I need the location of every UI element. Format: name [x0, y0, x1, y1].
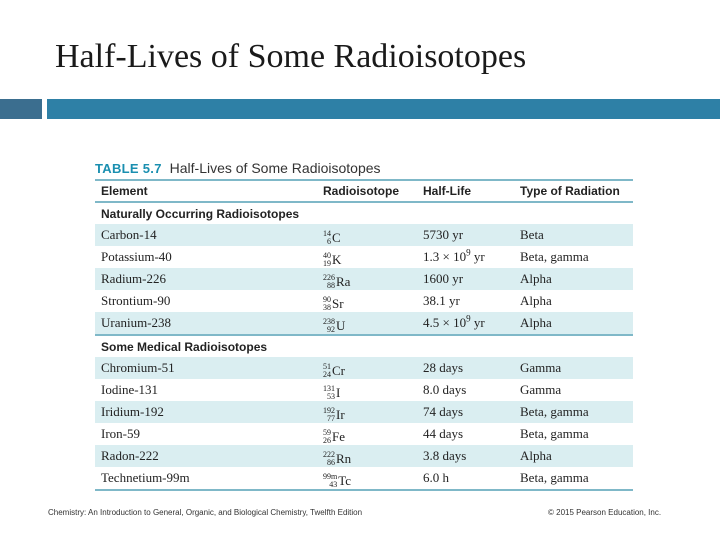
section-title: Some Medical Radioisotopes	[95, 335, 633, 357]
element-symbol: K	[332, 252, 342, 267]
header-element: Element	[95, 180, 317, 202]
element-symbol: Rn	[336, 451, 352, 466]
cell-half-life	[417, 357, 514, 379]
cell-element: Strontium-90	[101, 293, 171, 308]
cell-half-life	[417, 379, 514, 401]
header-radiation: Type of Radiation	[514, 180, 633, 202]
cell-radioisotope	[317, 312, 417, 335]
half-life-value: 8.0 days	[423, 382, 467, 397]
table-row	[95, 423, 633, 445]
element-symbol: Tc	[338, 473, 352, 488]
atomic-number: 43	[329, 480, 338, 489]
cell-radiation: Beta, gamma	[520, 249, 589, 264]
mass-number: 14	[323, 229, 331, 238]
table-label: TABLE 5.7	[95, 161, 162, 176]
table-row	[95, 467, 633, 490]
cell-half-life	[417, 467, 514, 490]
table-row	[95, 246, 633, 268]
half-life-value: 38.1 yr	[423, 293, 460, 308]
half-life-value: 1600 yr	[423, 271, 464, 286]
atomic-number: 86	[327, 458, 335, 467]
element-symbol: C	[332, 230, 341, 245]
table-row	[95, 401, 633, 423]
half-life-unit: yr	[470, 249, 485, 264]
table-row	[95, 445, 633, 467]
cell-element: Technetium-99m	[95, 467, 317, 490]
cell-radioisotope	[317, 246, 417, 268]
atomic-number: 6	[327, 237, 331, 246]
cell-element: Iron-59	[101, 426, 140, 441]
atomic-number: 26	[323, 436, 331, 445]
atomic-number: 38	[323, 303, 331, 312]
table-caption-text: Half-Lives of Some Radioisotopes	[169, 160, 381, 176]
title-accent-bar-left	[0, 99, 42, 119]
mass-number: 59	[323, 428, 331, 437]
footer-copyright: © 2015 Pearson Education, Inc.	[548, 508, 662, 517]
half-life-value: 5730 yr	[423, 227, 464, 242]
table-row	[95, 290, 633, 312]
element-symbol: U	[336, 318, 346, 333]
title-accent-bar-right	[47, 99, 720, 119]
cell-radioisotope	[317, 224, 417, 246]
cell-element: Radon-222	[95, 445, 317, 467]
cell-radiation: Alpha	[514, 445, 633, 467]
cell-radiation: Alpha	[514, 312, 633, 335]
half-life-value: 6.0 h	[423, 470, 449, 485]
cell-half-life	[417, 401, 514, 423]
cell-half-life	[417, 290, 514, 312]
section-row	[95, 335, 633, 357]
atomic-number: 24	[323, 370, 331, 379]
table-caption	[95, 157, 633, 179]
atomic-number: 92	[327, 325, 335, 334]
cell-radioisotope	[317, 379, 417, 401]
atomic-number: 53	[327, 392, 335, 401]
mass-number: 222	[323, 450, 335, 459]
cell-half-life	[417, 268, 514, 290]
table-header-row	[95, 180, 633, 202]
header-radioisotope: Radioisotope	[317, 180, 417, 202]
cell-radiation: Beta	[514, 224, 633, 246]
cell-element: Iodine-131	[101, 382, 159, 397]
mass-number: 192	[323, 406, 335, 415]
cell-element: Potassium-40	[101, 249, 172, 264]
cell-radioisotope	[317, 423, 417, 445]
mass-number: 40	[323, 251, 331, 260]
cell-radioisotope	[317, 357, 417, 379]
cell-radiation: Alpha	[514, 268, 633, 290]
half-life-value: 44 days	[423, 426, 464, 441]
mass-number: 238	[323, 317, 335, 326]
table-row	[95, 268, 633, 290]
mass-number: 90	[323, 295, 331, 304]
section-title: Naturally Occurring Radioisotopes	[101, 206, 300, 221]
element-symbol: I	[336, 385, 341, 400]
cell-radiation: Beta, gamma	[520, 426, 589, 441]
cell-element: Chromium-51	[95, 357, 317, 379]
header-half-life: Half-Life	[417, 180, 514, 202]
cell-radiation: Gamma	[514, 357, 633, 379]
cell-element: Carbon-14	[95, 224, 317, 246]
half-life-value: 74 days	[423, 404, 464, 419]
cell-element: Uranium-238	[95, 312, 317, 335]
element-symbol: Ir	[336, 407, 345, 422]
element-symbol: Cr	[332, 363, 345, 378]
atomic-number: 77	[327, 414, 335, 423]
element-symbol: Ra	[336, 274, 351, 289]
cell-element: Radium-226	[95, 268, 317, 290]
half-life-table	[95, 179, 633, 491]
half-life-value: 4.5 × 10	[423, 315, 467, 330]
cell-half-life	[417, 224, 514, 246]
atomic-number: 88	[327, 281, 335, 290]
cell-radioisotope	[317, 445, 417, 467]
element-symbol: Sr	[332, 296, 344, 311]
half-life-value: 1.3 × 10	[423, 249, 467, 264]
cell-half-life	[417, 246, 514, 268]
half-life-unit: yr	[470, 315, 485, 330]
table-body	[95, 202, 633, 490]
half-life-value: 3.8 days	[423, 448, 467, 463]
half-life-exponent: 9	[466, 313, 471, 324]
cell-radioisotope	[317, 401, 417, 423]
mass-number: 99m	[323, 472, 338, 481]
section-row	[95, 202, 633, 224]
table-row	[95, 379, 633, 401]
mass-number: 226	[323, 273, 335, 282]
footer-source: Chemistry: An Introduction to General, Organic, and Biological Chemistry, Twelfth Edition	[48, 508, 363, 517]
cell-half-life	[417, 445, 514, 467]
element-symbol: Fe	[332, 429, 345, 444]
cell-radiation: Beta, gamma	[514, 401, 633, 423]
cell-half-life	[417, 312, 514, 335]
radioisotope-table	[95, 157, 633, 491]
cell-radiation: Alpha	[520, 293, 552, 308]
cell-half-life	[417, 423, 514, 445]
atomic-number: 19	[323, 259, 331, 268]
cell-radioisotope	[317, 467, 417, 490]
cell-element: Iridium-192	[95, 401, 317, 423]
slide-title: Half-Lives of Some Radioisotopes	[55, 38, 527, 75]
cell-radioisotope	[317, 268, 417, 290]
mass-number: 131	[323, 384, 335, 393]
half-life-value: 28 days	[423, 360, 464, 375]
half-life-exponent: 9	[466, 247, 471, 258]
table-row	[95, 224, 633, 246]
mass-number: 51	[323, 362, 331, 371]
table-row	[95, 312, 633, 335]
cell-radiation: Beta, gamma	[514, 467, 633, 490]
cell-radioisotope	[317, 290, 417, 312]
cell-radiation: Gamma	[520, 382, 562, 397]
table-row	[95, 357, 633, 379]
